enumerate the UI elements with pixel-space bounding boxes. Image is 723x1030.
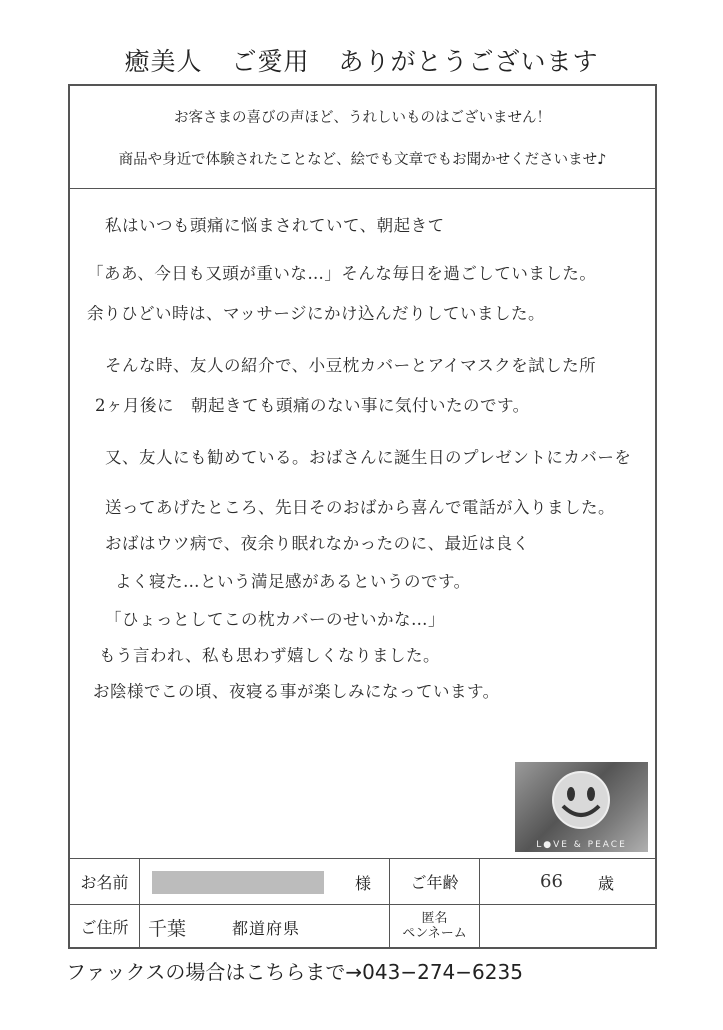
pen-name-label: 匿名 ペンネーム	[390, 904, 480, 948]
aiyo-text: ご愛用	[231, 47, 310, 76]
fax-info: ファックスの場合はこちらまで→043−274−6235	[66, 960, 523, 984]
contact-form	[70, 858, 655, 948]
testimonial-line: 私はいつも頭痛に悩まされていて、朝起きて	[105, 216, 445, 235]
age-value: 66	[540, 871, 563, 892]
age-suffix: 歳	[598, 874, 615, 893]
testimonial-line: よく寝た…という満足感があるというのです。	[115, 572, 471, 591]
testimonial-line: 送ってあげたところ、先日そのおばから喜んで電話が入りました。	[105, 498, 615, 517]
testimonial-line: 「ああ、今日も又頭が重いな…」そんな毎日を過ごしていました。	[87, 264, 597, 283]
form-row-name-age	[70, 859, 655, 905]
testimonial-line: 余りひどい時は、マッサージにかけ込んだりしていました。	[87, 304, 546, 323]
banner	[70, 86, 655, 189]
prefecture-value: 千葉	[148, 918, 187, 940]
form-row-address-pen	[70, 904, 655, 948]
name-label: お名前	[70, 859, 140, 904]
testimonial-line: おばはウツ病で、夜余り眠れなかったのに、最近は良く	[105, 534, 530, 553]
banner-line-2: 商品や身近で体験されたことなど、絵でも文章でもお聞かせくださいませ♪	[118, 152, 607, 168]
banner-line-1: お客さまの喜びの声ほど、うれしいものはございません！	[174, 110, 551, 126]
testimonial-line: もう言われ、私も思わず嬉しくなりました。	[99, 646, 440, 665]
name-suffix: 様	[355, 874, 372, 893]
testimonial-line: お陰様でこの頃、夜寝る事が楽しみになっています。	[93, 682, 500, 701]
brand-name: 癒美人	[124, 47, 203, 76]
love-and-peace-logo	[515, 762, 648, 852]
page-title	[0, 42, 723, 78]
prefecture-suffix: 都道府県	[232, 919, 301, 938]
logo-caption: L●VE & PEACE	[536, 840, 627, 850]
redacted-name	[152, 871, 324, 894]
testimonial-line: 又、友人にも勧めている。おばさんに誕生日のプレゼントにカバーを	[105, 448, 632, 467]
feedback-sheet	[68, 84, 657, 949]
address-label: ご住所	[70, 904, 140, 948]
testimonial-line: 2ヶ月後に 朝起きても頭痛のない事に気付いたのです。	[95, 396, 530, 415]
thanks-text: ありがとうございます	[338, 47, 599, 76]
age-label: ご年齢	[390, 859, 480, 904]
testimonial-line: 「ひょっとしてこの枕カバーのせいかな…」	[105, 610, 445, 629]
testimonial-line: そんな時、友人の紹介で、小豆枕カバーとアイマスクを試した所	[105, 356, 597, 375]
smiley-icon	[515, 762, 648, 852]
